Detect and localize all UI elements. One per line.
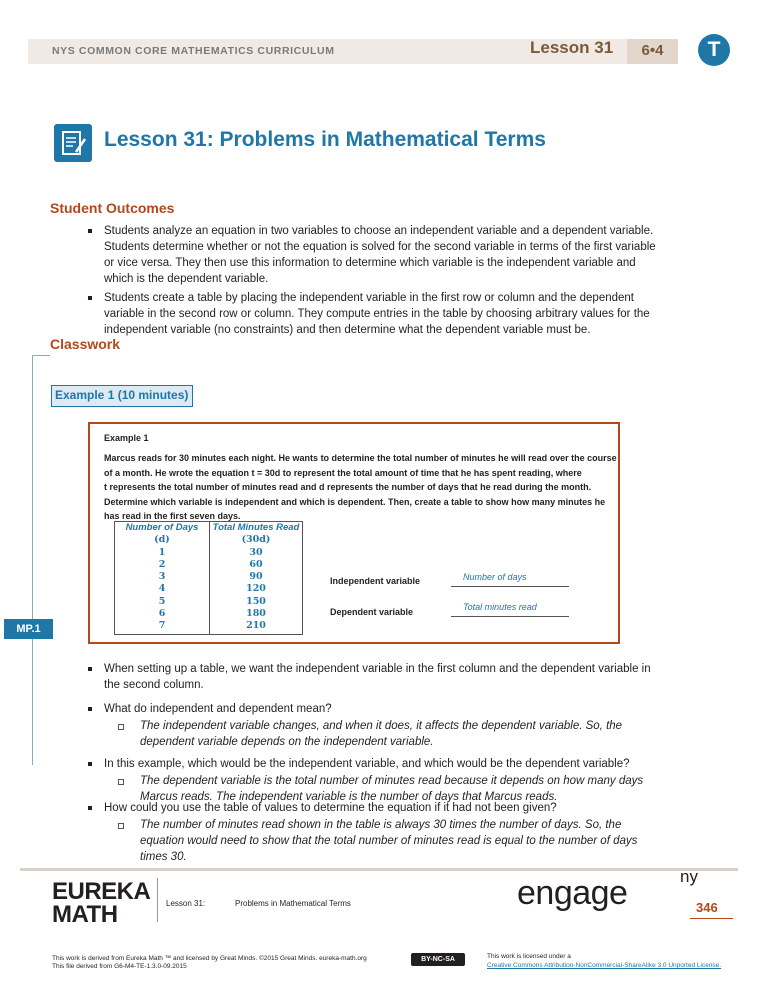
lesson-number: Lesson 31 [530,38,614,57]
credit-line-2: This file derived from G6-M4-TE-1.3.0-09.2015 [52,963,187,970]
credit-line-1: This work is derived from Eureka Math ™ and licensed by Great Minds. ©2015 Great Minds. eureka-math.org [52,955,367,962]
logo-line: MATH [52,901,118,928]
days-cell: 1 [158,546,166,558]
days-minutes-table [114,521,303,635]
student-outcomes-heading: Student Outcomes [50,200,175,216]
bullet [88,667,92,671]
example-line: of a month. He wrote the equation t = 30d to represent the total amount of time that he has spent reading, where [104,467,582,478]
days-cell: 6 [158,608,166,620]
page-title: Lesson 31: Problems in Mathematical Terms [104,128,546,151]
outcome-1-line: Students determine whether or not the equation is solved for the second variable in terms of the first variable [104,241,656,253]
dependent-answer-line [451,602,569,617]
outcome-2-line: independent variable (no constraints) and then determine what the dependent variable must be. [104,324,591,336]
example-title: Example 1 [104,433,149,443]
days-cell: 3 [158,571,166,583]
discussion-1 [104,661,651,693]
lesson-notepad-icon [54,124,92,162]
classwork-heading: Classwork [50,336,121,352]
engageny-logo-ny: ny [680,867,698,886]
footer-lesson-title: Problems in Mathematical Terms [235,899,351,908]
margin-tick [32,355,50,356]
outcome-2-line: Students create a table by placing the independent variable in the first row or column and the dependent [104,292,634,304]
outcome-2 [104,290,650,338]
bullet [88,762,92,766]
days-cell: 7 [158,620,166,632]
discussion-2: What do independent and dependent mean? [104,703,332,715]
discussion-line: When setting up a table, we want the independent variable in the first column and the dependent variable in [104,663,651,675]
engageny-logo: engage [517,874,628,912]
minutes-cell: 30 [249,546,263,558]
discussion-4: How could you use the table of values to determine the equation if it had not been given? [104,802,557,814]
footer-rule [20,868,738,871]
curriculum-label: NYS COMMON CORE MATHEMATICS CURRICULUM [52,45,335,57]
margin-line [32,355,33,765]
minutes-header-symbol: (30d) [241,534,271,546]
example-line: Determine which variable is independent and which is dependent. Then, create a table to show how many minutes he [104,496,606,507]
page-number-rule [690,918,733,919]
answer-line: times 30. [140,851,187,863]
mp-badge: MP.1 [4,619,53,639]
outcome-1 [104,223,656,287]
example-tab-label: Example 1 (10 minutes) [55,388,189,402]
answer-line: dependent variable depends on the independent variable. [140,736,434,748]
minutes-cell: 120 [246,583,266,595]
independent-answer-line [451,572,569,587]
answer-2 [140,718,622,750]
minutes-cell: 180 [246,608,266,620]
minutes-cell: 60 [249,558,263,570]
independent-answer: Number of days [463,572,527,582]
eureka-math-logo [52,880,150,926]
bullet [88,229,92,233]
days-cell: 4 [158,583,166,595]
grade-module: 6•4 [641,42,664,59]
days-column [115,522,210,635]
teacher-badge: T [698,34,730,66]
answer-line: equation would need to show that the total number of minutes read is equal to the number of days [140,835,638,847]
independent-label: Independent variable [330,576,421,586]
dependent-answer: Total minutes read [463,602,537,612]
page-number: 346 [696,900,718,915]
days-header-symbol: (d) [154,534,170,546]
minutes-header: Total Minutes Read [212,522,300,533]
answer-4 [140,817,637,865]
sub-bullet [118,724,124,730]
dependent-label: Dependent variable [330,607,414,617]
discussion-line: the second column. [104,679,204,691]
example-line: has read in the first seven days. [104,511,241,521]
answer-line: The independent variable changes, and when it does, it affects the dependent variable. So, the [140,720,623,732]
example-line: t represents the total number of minutes read and d represents the number of days that he read during the month. [104,482,592,492]
license-line-1: This work is licensed under a [487,953,571,960]
days-cell: 5 [158,595,166,607]
sub-bullet [118,823,124,829]
outcome-1-line: Students analyze an equation in two variables to choose an independent variable and a dependent variable. [104,225,654,237]
answer-line: Marcus reads. The independent variable is the number of days that Marcus reads. [140,791,558,803]
minutes-cell: 90 [249,571,263,583]
discussion-3: In this example, which would be the independent variable, and which would be the dependent variable? [104,758,630,770]
minutes-cell: 150 [246,595,266,607]
answer-line: The dependent variable is the total number of minutes read because it depends on how many days [140,775,644,787]
logo-line: EUREKA [52,878,151,905]
example-line: Marcus reads for 30 minutes each night. He wants to determine the total number of minutes he will read over the course [104,453,617,463]
days-header: Number of Days [125,522,199,533]
minutes-cell: 210 [246,620,266,632]
outcome-1-line: which is the dependent variable. [104,273,269,285]
bullet [88,707,92,711]
license-link[interactable]: Creative Commons Attribution-NonCommercial-ShareAlike 3.0 Unported License. [487,962,722,969]
footer-divider [157,878,158,922]
cc-license-badge[interactable]: BY-NC-SA [411,953,465,966]
footer-lesson-label: Lesson 31: [166,899,206,908]
bullet [88,296,92,300]
days-cell: 2 [158,558,166,570]
bullet [88,806,92,810]
sub-bullet [118,779,124,785]
outcome-1-line: or vice versa. They then use this information to determine which variable is the independent variable and [104,257,636,269]
answer-line: The number of minutes read shown in the table is always 30 times the number of days. So, the [140,819,622,831]
minutes-column [210,522,303,635]
outcome-2-line: variable in the second row or column. They compute entries in the table by choosing arbitrary values for the [104,308,650,320]
example-problem [104,451,617,524]
